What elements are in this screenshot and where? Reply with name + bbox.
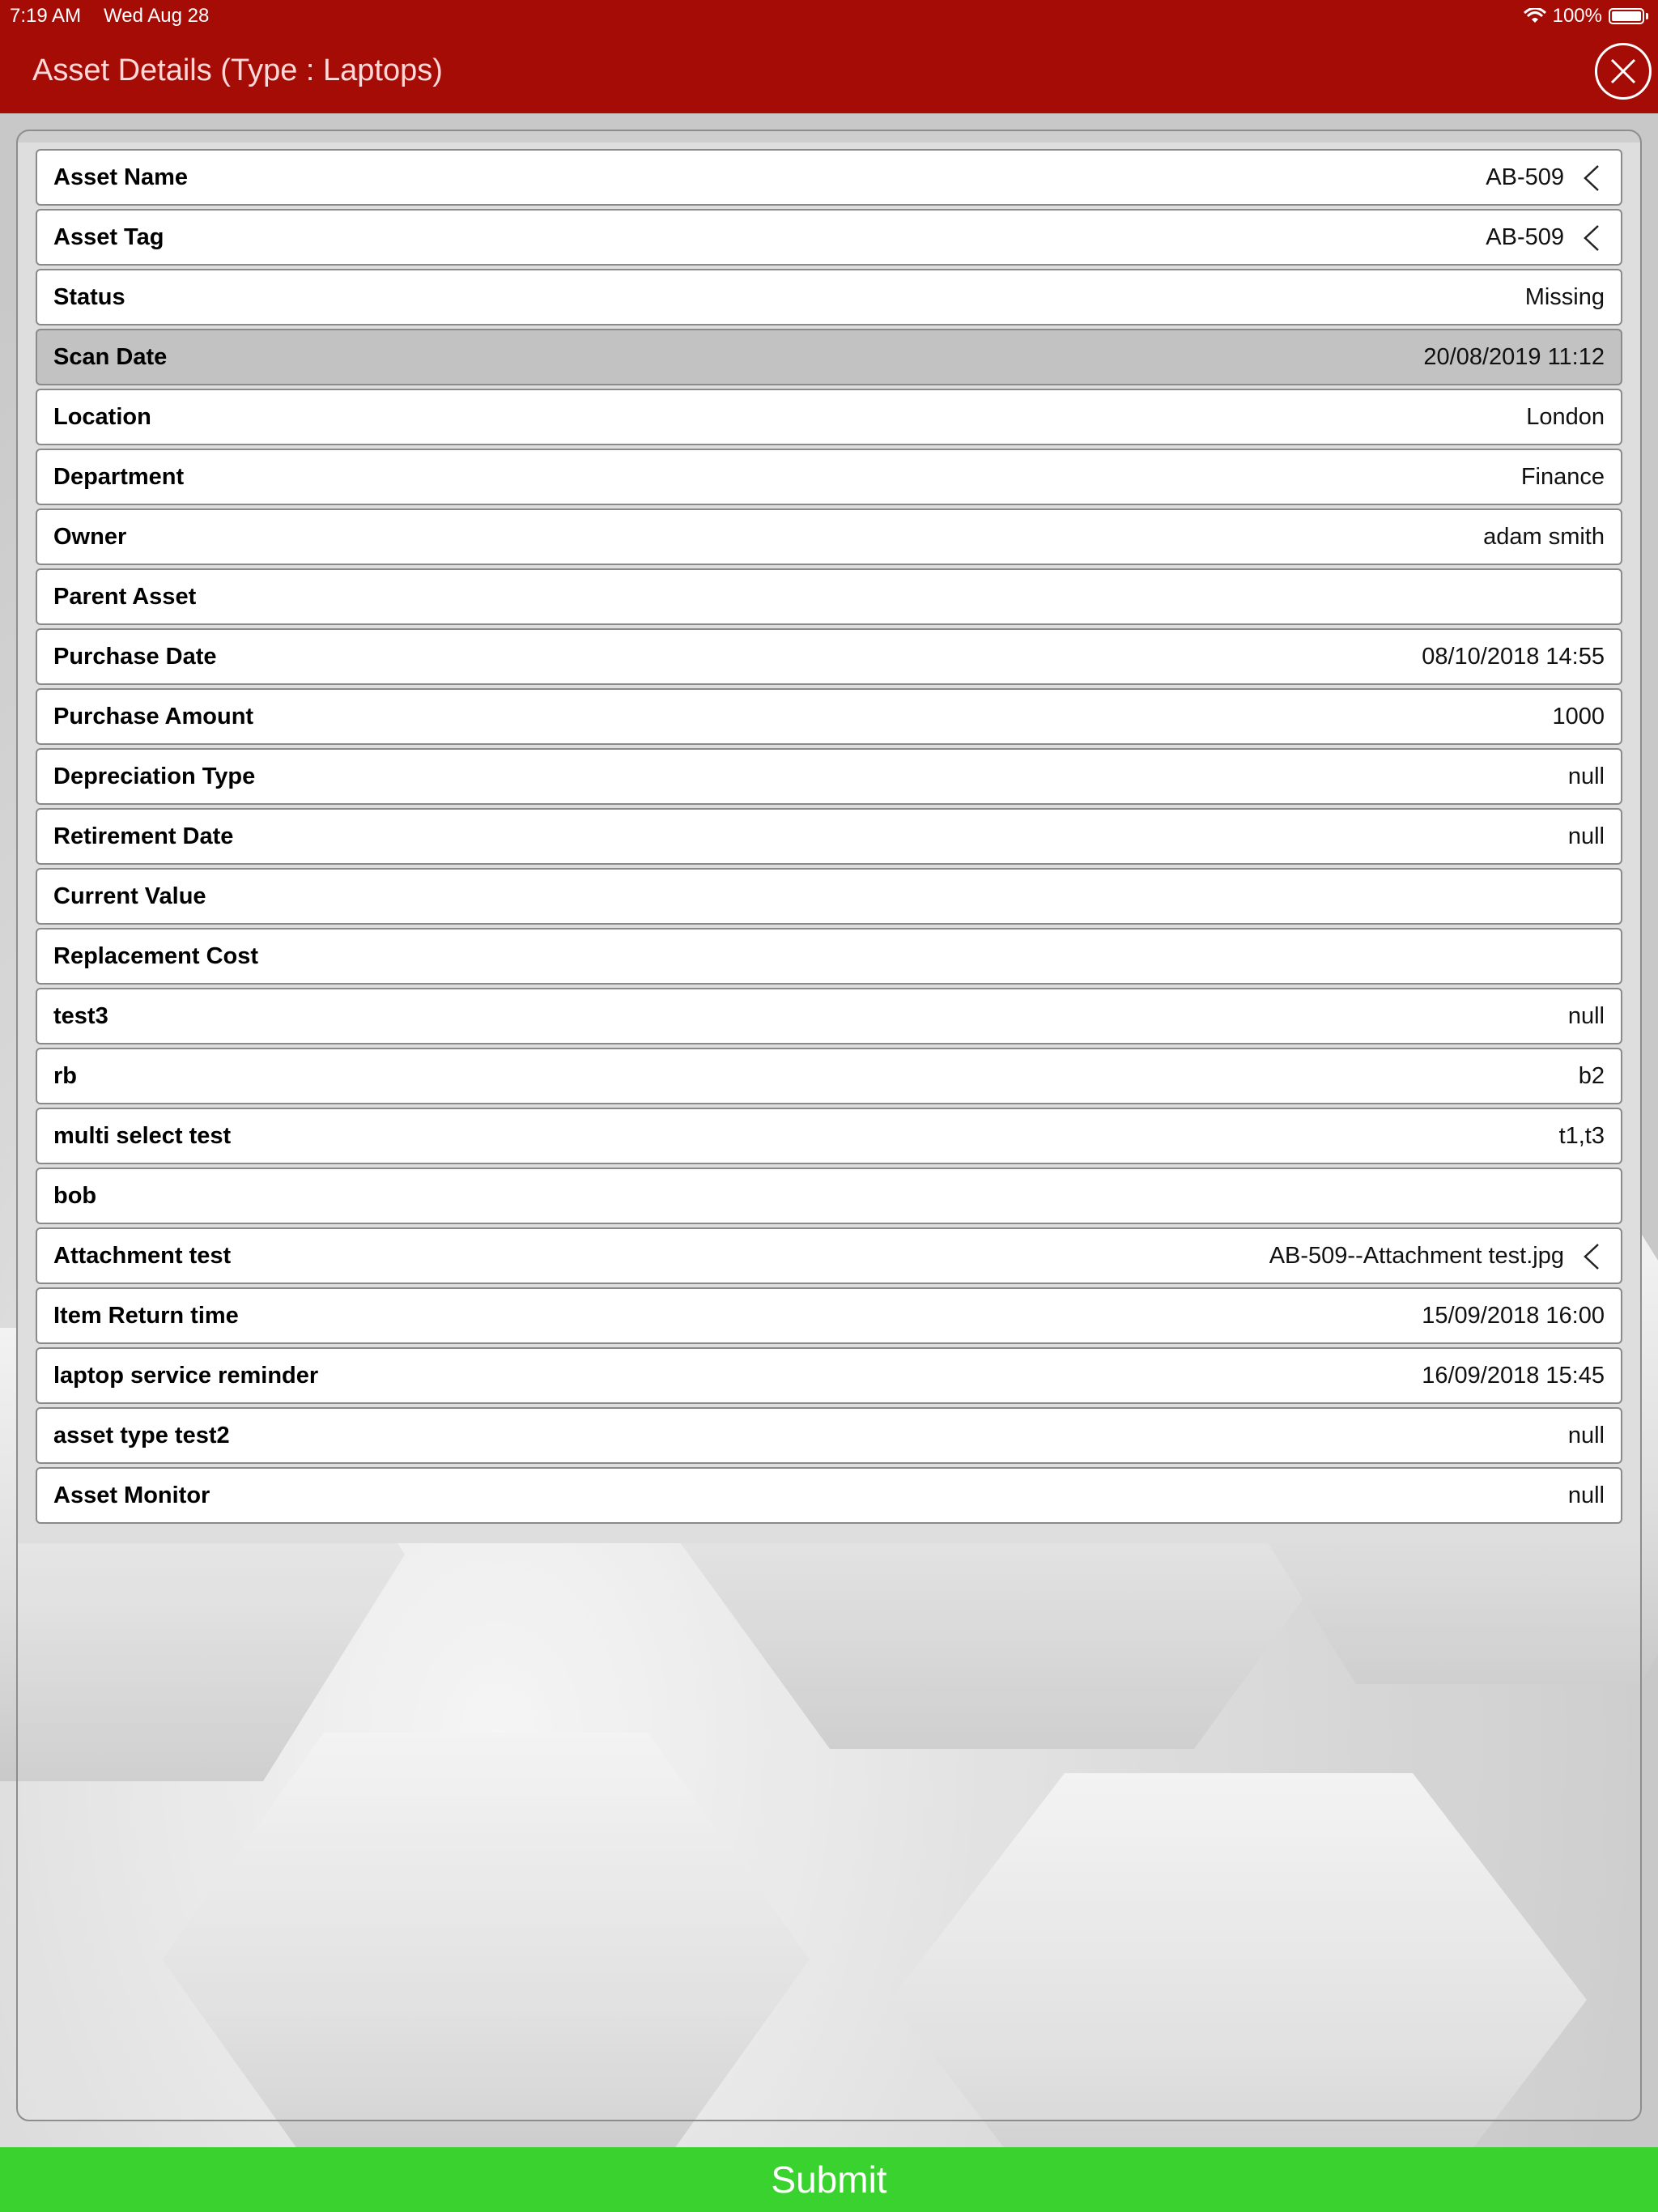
detail-row[interactable] xyxy=(36,988,1622,1044)
detail-row[interactable] xyxy=(36,688,1622,745)
detail-row[interactable] xyxy=(36,748,1622,805)
detail-row-value: t1,t3 xyxy=(1558,1122,1605,1149)
detail-row-label: Purchase Amount xyxy=(53,703,254,730)
detail-row[interactable] xyxy=(36,1407,1622,1464)
detail-row-label: Owner xyxy=(53,523,127,550)
chevron-left-icon[interactable] xyxy=(1579,223,1606,253)
close-icon xyxy=(1609,57,1637,85)
detail-row[interactable] xyxy=(36,449,1622,505)
status-bar xyxy=(0,0,1658,32)
chevron-left-icon[interactable] xyxy=(1579,1242,1606,1271)
battery-percent: 100% xyxy=(1552,5,1602,27)
detail-row-label: rb xyxy=(53,1062,77,1089)
detail-row-value: null xyxy=(1567,1002,1605,1029)
detail-row[interactable] xyxy=(36,808,1622,865)
close-button[interactable] xyxy=(1595,43,1652,100)
detail-row[interactable] xyxy=(36,389,1622,445)
battery-icon xyxy=(1609,8,1644,24)
detail-row-label: test3 xyxy=(53,1002,108,1029)
detail-row[interactable] xyxy=(36,149,1622,206)
detail-row-label: Depreciation Type xyxy=(53,763,256,789)
detail-row-value: null xyxy=(1567,1482,1605,1508)
detail-row-value: AB-509 xyxy=(1486,223,1564,250)
detail-row-value: null xyxy=(1567,823,1605,849)
detail-row[interactable] xyxy=(36,628,1622,685)
detail-row[interactable] xyxy=(36,1108,1622,1164)
detail-row[interactable] xyxy=(36,1467,1622,1524)
detail-row-label: asset type test2 xyxy=(53,1422,230,1448)
detail-row[interactable] xyxy=(36,868,1622,925)
detail-row[interactable] xyxy=(36,1347,1622,1404)
detail-row-value: null xyxy=(1567,1422,1605,1448)
detail-row-label: Item Return time xyxy=(53,1302,239,1329)
detail-row-value: 16/09/2018 15:45 xyxy=(1422,1362,1605,1389)
detail-row[interactable] xyxy=(36,568,1622,625)
detail-row[interactable] xyxy=(36,928,1622,985)
detail-row[interactable] xyxy=(36,1048,1622,1104)
detail-row-value: 15/09/2018 16:00 xyxy=(1422,1302,1605,1329)
detail-row-label: Purchase Date xyxy=(53,643,217,670)
battery-nub xyxy=(1646,13,1648,19)
detail-row-label: Retirement Date xyxy=(53,823,234,849)
detail-row-label: Department xyxy=(53,463,185,490)
status-date: Wed Aug 28 xyxy=(104,5,210,27)
detail-row[interactable] xyxy=(36,508,1622,565)
detail-row-label: multi select test xyxy=(53,1122,232,1149)
detail-row-value: London xyxy=(1526,403,1605,430)
detail-row-value: adam smith xyxy=(1483,523,1605,550)
detail-row-value: Finance xyxy=(1520,463,1605,490)
wifi-icon xyxy=(1524,8,1546,24)
detail-row[interactable] xyxy=(36,1227,1622,1284)
detail-row[interactable] xyxy=(36,269,1622,325)
detail-row-label: Attachment test xyxy=(53,1242,232,1269)
detail-row-value: 1000 xyxy=(1552,703,1605,730)
page-title: Asset Details (Type : Laptops) xyxy=(32,53,443,87)
chevron-left-icon[interactable] xyxy=(1579,164,1606,193)
detail-row-label: Status xyxy=(53,283,125,310)
detail-row[interactable] xyxy=(36,1287,1622,1344)
detail-row-value: AB-509 xyxy=(1486,164,1564,190)
status-right xyxy=(1524,5,1648,28)
detail-row-label: Scan Date xyxy=(53,343,168,370)
detail-row-label: Asset Name xyxy=(53,164,189,190)
detail-row-label: Parent Asset xyxy=(53,583,197,610)
detail-row-label: bob xyxy=(53,1182,97,1209)
detail-row-value: 20/08/2019 11:12 xyxy=(1423,343,1605,370)
detail-row-label: Asset Monitor xyxy=(53,1482,210,1508)
detail-row-value: Missing xyxy=(1524,283,1605,310)
detail-row-label: Current Value xyxy=(53,883,206,909)
detail-row-label: laptop service reminder xyxy=(53,1362,319,1389)
detail-row[interactable] xyxy=(36,1168,1622,1224)
header-bar xyxy=(0,32,1658,113)
detail-row-value: AB-509--Attachment test.jpg xyxy=(1269,1242,1564,1269)
detail-row[interactable] xyxy=(36,209,1622,266)
submit-button[interactable]: Submit xyxy=(0,2147,1658,2212)
detail-row-label: Replacement Cost xyxy=(53,942,259,969)
status-time: 7:19 AM xyxy=(10,5,82,27)
detail-row-label: Asset Tag xyxy=(53,223,164,250)
detail-row-value: null xyxy=(1567,763,1605,789)
detail-row-value: 08/10/2018 14:55 xyxy=(1422,643,1605,670)
detail-row-label: Location xyxy=(53,403,151,430)
detail-row[interactable] xyxy=(36,329,1622,385)
detail-row-value: b2 xyxy=(1578,1062,1605,1089)
